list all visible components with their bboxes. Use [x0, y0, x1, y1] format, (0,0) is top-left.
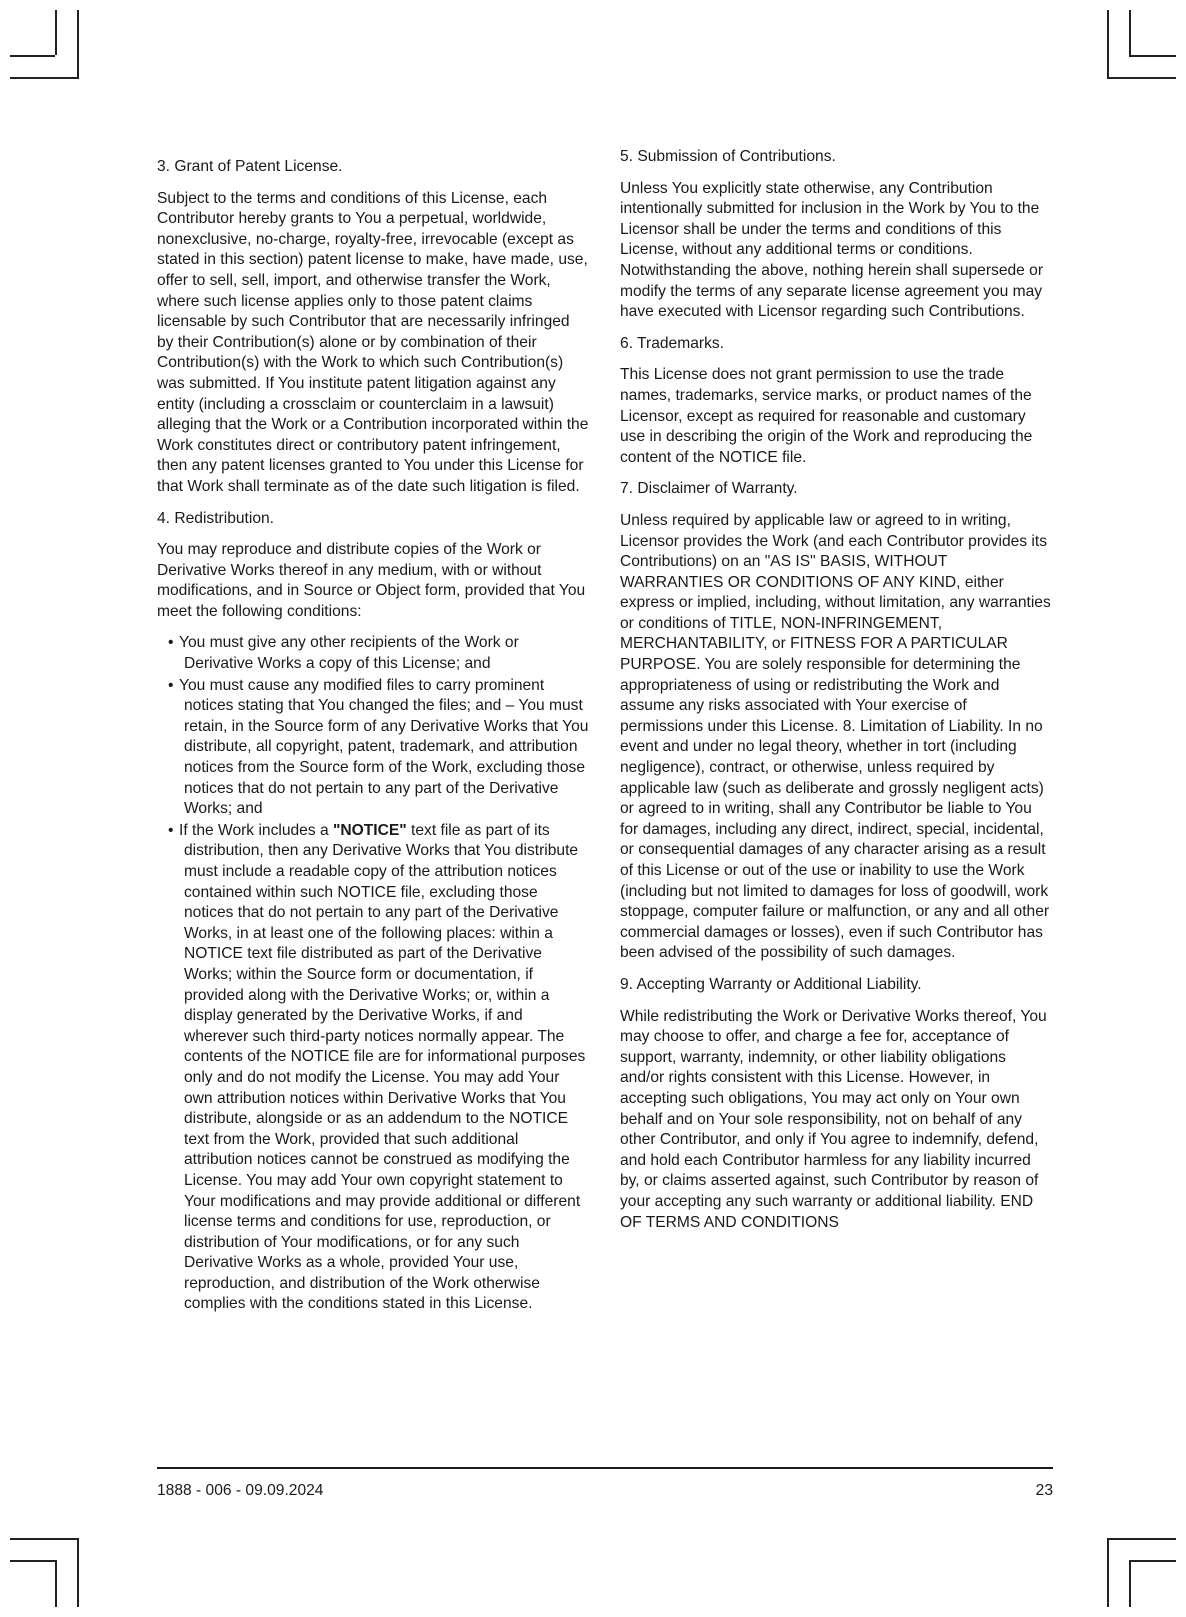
section-6-title: 6. Trademarks.: [620, 334, 724, 352]
list-item: [157, 676, 589, 820]
crop-mark-top-left-h: [10, 77, 79, 79]
section-7-body: Unless required by applicable law or agreed to in writing, Licensor provides the Work (and each Contributor provides its Contributions) on an "AS IS" BASIS, WITHOUT WARRANTIES OR CONDITIONS OF ANY KIND, either express or implied, including, without limitation, any warranties or conditions of TITLE, NON-INFRINGEMENT, MERCHANTABILITY, or FITNESS FOR A PARTICULAR PURPOSE. You are solely responsible for determining the appropriateness of using or redistributing the Work and assume any risks associated with Your exercise of permissions under this License. 8. Limitation of Liability. In no event and under no legal theory, whether in tort (including negligence), contract, or otherwise, unless required by applicable law (such as deliberate and grossly negligent acts) or agreed to in writing, shall any Contributor be liable to You for damages, including any direct, indirect, special, incidental, or consequential damages of any character arising as a result of this License or out of the use or inability to use the Work (including but not limited to damages for loss of goodwill, work stoppage, computer failure or malfunction, or any and all other commercial damages or losses), even if such Contributor has been advised of the possibility of such damages.: [620, 511, 1051, 962]
footer-divider: [157, 1467, 1053, 1469]
crop-mark-top-right-h2: [1129, 55, 1176, 57]
list-item-text-post: text file as part of its distribution, then any Derivative Works that You distribute must include a readable copy of the attribution notices contained within such NOTICE file, excluding those notices that do not pertain to any part of the Derivative Works, in at least one of the following places: within a NOTICE text file distributed as part of the Derivative Works; within the Source form or documentation, if provided along with the Derivative Works; or, within a display generated by the Derivative Works, if and wherever such third-party notices normally appear. The contents of the NOTICE file are for informational purposes only and do not modify the License. You may add Your own attribution notices within Derivative Works that You distribute, alongside or as an addendum to the NOTICE text from the Work, provided that such additional attribution notices cannot be construed as modifying the License. You may add Your own copyright statement to Your modifications and may provide additional or different license terms and conditions for use, reproduction, or distribution of Your modifications, or for any such Derivative Works as a whole, provided Your use, reproduction, and distribution of the Work otherwise complies with the conditions stated in this License.: [184, 821, 586, 1313]
crop-mark-top-left-v2: [55, 10, 57, 55]
section-4-intro: You may reproduce and distribute copies of the Work or Derivative Works thereof in any medium, with or without modifications, and in Source or Object form, provided that You meet the following conditions:: [157, 541, 586, 620]
bullet-icon: •: [168, 634, 174, 652]
crop-mark-bottom-left-h2: [10, 1560, 55, 1562]
crop-mark-top-left-h2: [10, 55, 55, 57]
footer-doc-code: 1888 - 006 - 09.09.2024: [157, 1482, 324, 1499]
redistribution-conditions-list: [157, 633, 589, 1315]
crop-mark-bottom-left-v: [77, 1538, 79, 1607]
list-item: [157, 633, 589, 674]
section-9-title: 9. Accepting Warranty or Additional Liability.: [620, 975, 922, 993]
section-5-title: 5. Submission of Contributions.: [620, 148, 836, 165]
list-item: [157, 821, 589, 1315]
crop-mark-bottom-left-v2: [55, 1560, 57, 1607]
crop-mark-bottom-left-h: [10, 1538, 79, 1540]
page-number: 23: [1035, 1482, 1053, 1499]
crop-mark-bottom-right-v2: [1129, 1560, 1131, 1607]
section-5-body: Unless You explicitly state otherwise, any Contribution intentionally submitted for inclusion in the Work by You to the Licensor shall be under the terms and conditions of this License, without any additional terms or conditions. Notwithstanding the above, nothing herein shall supersede or modify the terms of any separate license agreement you may have executed with Licensor regarding such Contributions.: [620, 179, 1044, 321]
list-item-text-pre: If the Work includes a: [179, 821, 333, 839]
crop-mark-top-right-v2: [1129, 10, 1131, 55]
notice-emphasis: "NOTICE": [333, 821, 407, 839]
crop-mark-top-right-v: [1107, 10, 1109, 79]
crop-mark-top-right-h: [1107, 77, 1176, 79]
crop-mark-bottom-right-h: [1107, 1538, 1176, 1540]
left-column: [157, 157, 589, 1316]
section-3-body: Subject to the terms and conditions of this License, each Contributor hereby grants to You a perpetual, worldwide, nonexclusive, no-charge, royalty-free, irrevocable (except as stated in this section) patent license to make, have made, use, offer to sell, sell, import, and otherwise transfer the Work, where such license applies only to those patent claims licensable by such Contributor that are necessarily infringed by their Contribution(s) alone or by combination of their Contribution(s) with the Work to which such Contribution(s) was submitted. If You institute patent litigation against any entity (including a crossclaim or counterclaim in a lawsuit) alleging that the Work or a Contribution incorporated within the Work constitutes direct or contributory patent infringement, then any patent licenses granted to You under this License for that Work shall terminate as of the date such litigation is filed.: [157, 189, 589, 495]
section-7-title: 7. Disclaimer of Warranty.: [620, 480, 798, 498]
section-4-title: 4. Redistribution.: [157, 509, 275, 527]
bullet-icon: •: [168, 676, 174, 694]
list-item-text: You must cause any modified files to carry prominent notices stating that You changed the files; and – You must retain, in the Source form of any Derivative Works that You distribute, all copyright, patent, trademark, and attribution notices from the Source form of the Work, excluding those notices that do not pertain to any part of the Derivative Works; and: [179, 676, 589, 818]
crop-mark-bottom-right-v: [1107, 1538, 1109, 1607]
bullet-icon: •: [168, 821, 174, 839]
section-9-body: While redistributing the Work or Derivative Works thereof, You may choose to offer, and charge a fee for, acceptance of support, warranty, indemnity, or other liability obligations and/or rights consistent with this License. However, in accepting such obligations, You may act only on Your own behalf and on Your sole responsibility, not on behalf of any other Contributor, and only if You agree to indemnify, defend, and hold each Contributor harmless for any liability incurred by, or claims asserted against, such Contributor by reason of your accepting any such warranty or additional liability. END OF TERMS AND CONDITIONS: [620, 1007, 1047, 1231]
crop-mark-bottom-right-h2: [1129, 1560, 1176, 1562]
crop-mark-top-left-v: [77, 10, 79, 79]
section-6-body: This License does not grant permission to use the trade names, trademarks, service marks, or product names of the Licensor, except as required for reasonable and customary use in describing the origin of the Work and reproducing the content of the NOTICE file.: [620, 366, 1033, 466]
section-3-title: 3. Grant of Patent License.: [157, 158, 343, 175]
right-column: [620, 147, 1052, 1244]
list-item-text: You must give any other recipients of the Work or Derivative Works a copy of this License; and: [179, 634, 519, 673]
